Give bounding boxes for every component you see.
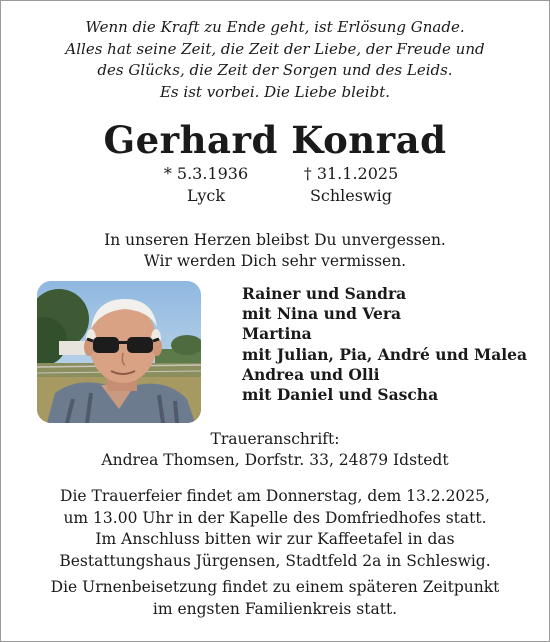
mourner-line: mit Julian, Pia, André und Malea: [242, 344, 528, 364]
burial-line: Die Urnenbeisetzung findet zu einem späteren Zeitpunkt: [50, 578, 500, 596]
address-value: Andrea Thomsen, Dorfstr. 33, 24879 Idstedt: [101, 451, 449, 469]
mourner-line: Martina: [242, 324, 312, 344]
death-info: [291, 163, 411, 207]
burial-line: im engsten Familienkreis statt.: [152, 599, 398, 618]
death-place: Schleswig: [309, 186, 393, 205]
motto-line: Wenn die Kraft zu Ende geht, ist Erlösung Gnade.: [85, 18, 465, 36]
ceremony-line: Im Anschluss bitten wir zur Kaffeetafel in das: [95, 530, 455, 548]
memory-line: In unseren Herzen bleibst Du unvergessen.: [104, 231, 446, 249]
mourners-list: [242, 284, 527, 405]
ceremony-line: Bestattungshaus Jürgensen, Stadtfeld 2a in Schleswig.: [59, 551, 491, 570]
death-date: † 31.1.2025: [303, 164, 399, 183]
birth-place: Lyck: [186, 186, 226, 205]
motto-line: Es ist vorbei. Die Liebe bleibt.: [159, 82, 391, 101]
ceremony-line: um 13.00 Uhr in der Kapelle des Domfriedhofes statt.: [63, 508, 487, 527]
memory-line: Wir werden Dich sehr vermissen.: [143, 252, 407, 270]
ceremony-line: Die Trauerfeier findet am Donnerstag, dem 13.2.2025,: [60, 487, 490, 505]
portrait-illustration: [37, 281, 201, 423]
memory-text: [1, 230, 549, 272]
address-label: Traueranschrift:: [210, 430, 340, 448]
portrait-photo: [37, 281, 201, 423]
motto-verse: [1, 17, 549, 103]
ceremony-info: [1, 486, 549, 572]
mourner-line: Rainer und Sandra: [242, 284, 407, 303]
mourning-address: [1, 429, 549, 471]
birth-info: [151, 163, 261, 207]
birth-date: * 5.3.1936: [163, 164, 249, 183]
deceased-name: Gerhard Konrad: [103, 118, 447, 162]
mourner-line: mit Nina und Vera: [242, 304, 402, 324]
mourner-line: mit Daniel und Sascha: [242, 385, 439, 405]
mourner-line: Andrea und Olli: [242, 364, 380, 384]
motto-line: des Glücks, die Zeit der Sorgen und des Leids.: [97, 61, 453, 79]
motto-line: Alles hat seine Zeit, die Zeit der Liebe, der Freude und: [65, 39, 485, 58]
burial-info: [1, 577, 549, 620]
